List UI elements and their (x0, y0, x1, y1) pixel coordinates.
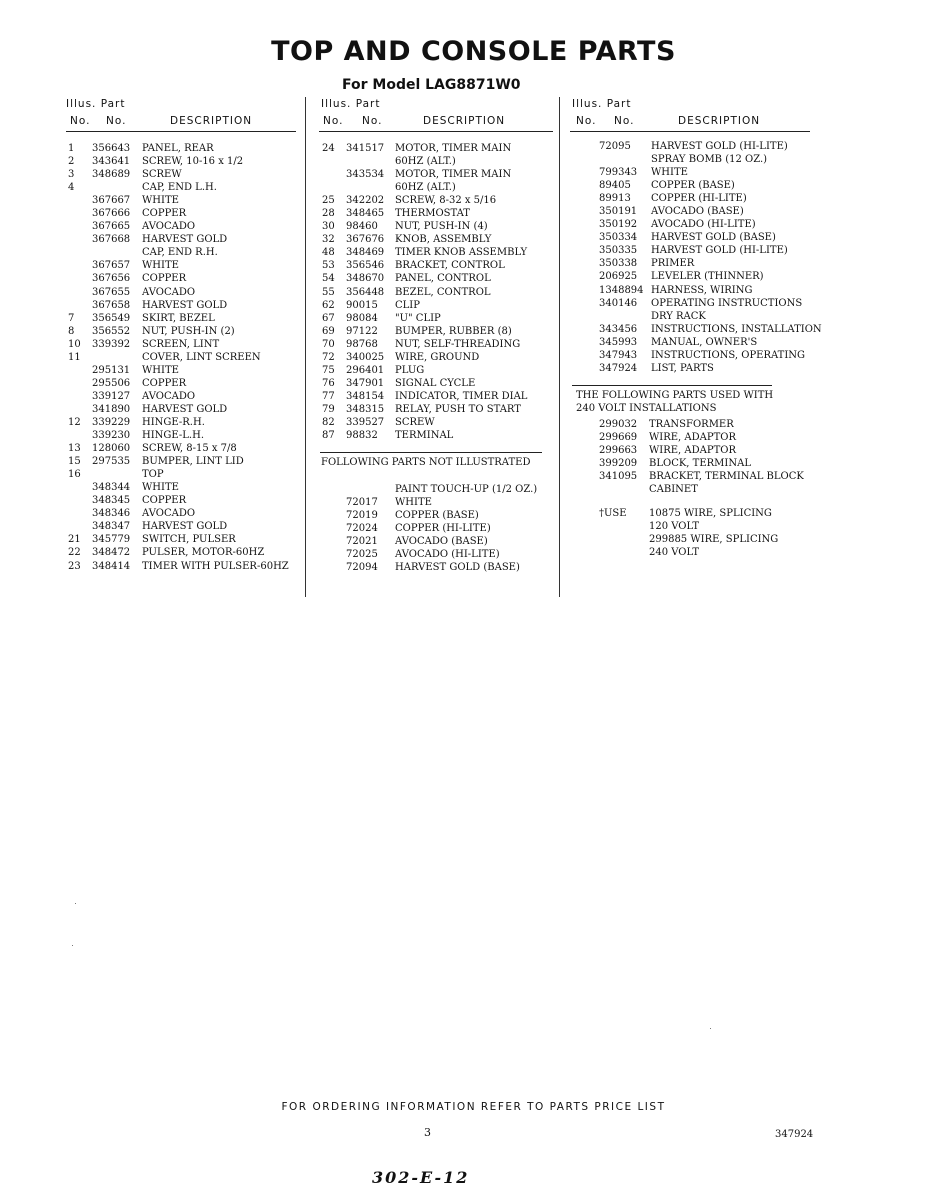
part-description: SIGNAL CYCLE (395, 377, 476, 389)
table-row (0, 390, 559, 403)
part-number: 367656 (92, 273, 131, 285)
part-number: 295506 (92, 377, 131, 389)
table-row (0, 336, 947, 349)
part-description: SCREW, 8-32 x 5/16 (395, 195, 497, 207)
part-description: COPPER (BASE) (395, 510, 479, 522)
part-number: 297535 (92, 456, 131, 468)
part-number: 348347 (92, 521, 131, 533)
part-description: CAP, END R.H. (142, 247, 218, 259)
table-row (0, 403, 559, 416)
part-description: HARVEST GOLD (HI-LITE) (651, 245, 788, 257)
illus-number: 11 (68, 351, 81, 363)
table-row (0, 297, 947, 310)
part-number: 348315 (346, 403, 385, 415)
part-description: AVOCADO (HI-LITE) (651, 219, 756, 231)
part-number: 347943 (599, 349, 638, 361)
illus-number: 23 (68, 560, 81, 572)
part-number: 348414 (92, 560, 131, 572)
illus-number: 77 (322, 390, 335, 402)
part-description: OPERATING INSTRUCTIONS (651, 297, 803, 309)
table-row (0, 507, 947, 520)
illus-number: 12 (68, 416, 81, 428)
part-number: 98832 (346, 430, 378, 442)
part-description: AVOCADO (142, 390, 196, 402)
part-number: 367667 (92, 195, 131, 207)
part-description: INDICATOR, TIMER DIAL (395, 390, 528, 402)
part-description: WHITE (142, 195, 179, 207)
part-number: 367655 (92, 286, 131, 298)
part-description: COPPER (HI-LITE) (651, 193, 747, 205)
part-number: †USE (599, 508, 627, 519)
illus-number: 21 (68, 534, 81, 546)
illus-number: 13 (68, 443, 81, 455)
part-number: 356552 (92, 325, 131, 337)
part-description: WHITE (142, 260, 179, 272)
part-number: 343456 (599, 323, 638, 335)
col1-header-description: DESCRIPTION (170, 115, 253, 127)
part-description: 120 VOLT (649, 521, 700, 533)
part-description: HARVEST GOLD (142, 521, 228, 533)
part-number: 72021 (346, 536, 378, 548)
part-number: 340146 (599, 297, 638, 309)
page-title: TOP AND CONSOLE PARTS (271, 36, 676, 67)
part-description: NUT, PUSH-IN (4) (395, 221, 488, 233)
part-description: 10875 WIRE, SPLICING (649, 508, 772, 519)
part-description: SCREW (142, 169, 182, 181)
illus-number: 32 (322, 234, 335, 246)
part-description: COPPER (BASE) (651, 180, 735, 192)
part-number: 295131 (92, 364, 131, 376)
illus-number: 22 (68, 547, 81, 559)
part-description: INSTRUCTIONS, OPERATING (651, 349, 806, 361)
part-number: 98084 (346, 312, 378, 324)
table-row (0, 533, 947, 546)
part-number: 348154 (346, 390, 385, 402)
part-description: COVER, LINT SCREEN (142, 351, 261, 363)
part-number: 348345 (92, 495, 131, 507)
illus-number: 72 (322, 351, 335, 363)
table-row (0, 470, 947, 483)
part-description: AVOCADO (HI-LITE) (395, 549, 500, 561)
illus-number: 54 (322, 273, 335, 285)
part-number: 341095 (599, 471, 638, 483)
part-description: HINGE-L.H. (142, 430, 204, 442)
part-number: 367665 (92, 221, 131, 233)
part-number: 348465 (346, 208, 385, 220)
col1-header-rule (66, 131, 296, 132)
illus-number: 2 (68, 156, 75, 168)
col1-header-no: No. (70, 115, 91, 127)
part-description: SPRAY BOMB (12 OZ.) (651, 154, 768, 166)
illus-number: 67 (322, 312, 335, 324)
table-row (0, 244, 947, 257)
part-description: LEVELER (THINNER) (651, 271, 764, 283)
part-description: 240 VOLT (649, 547, 700, 559)
part-number: 97122 (346, 325, 378, 337)
part-number: 89913 (599, 193, 631, 205)
col2-header-description: DESCRIPTION (423, 115, 506, 127)
part-description: SCREW, 8-15 x 7/8 (142, 443, 237, 455)
part-number: 348689 (92, 169, 131, 181)
part-description: TOP (142, 469, 164, 481)
col3-header-no: No. (576, 115, 597, 127)
part-description: TERMINAL (395, 430, 454, 442)
scan-speck (72, 945, 73, 946)
illus-number: 82 (322, 416, 335, 428)
part-description: WHITE (142, 364, 179, 376)
part-number: 72095 (599, 141, 631, 152)
document-number: 347924 (775, 1129, 814, 1140)
col3-header-rule (570, 131, 810, 132)
part-description: 60HZ (ALT.) (395, 156, 456, 168)
illus-number: 55 (322, 286, 335, 298)
part-number: 348472 (92, 547, 131, 559)
part-description: COPPER (142, 208, 187, 220)
illus-number: 3 (68, 169, 75, 181)
illus-number: 76 (322, 377, 335, 389)
col3-parts-list (0, 140, 947, 375)
part-description: BUMPER, LINT LID (142, 456, 244, 468)
part-number: 299032 (599, 419, 638, 430)
part-description: HARVEST GOLD (BASE) (395, 562, 520, 574)
part-description: SCREW, 10-16 x 1/2 (142, 156, 244, 168)
part-number: 350334 (599, 232, 638, 244)
part-description: MOTOR, TIMER MAIN (395, 143, 512, 154)
part-number: 367676 (346, 234, 385, 246)
part-number: 350335 (599, 245, 638, 257)
col2-not-illustrated-note: FOLLOWING PARTS NOT ILLUSTRATED (321, 457, 531, 468)
col2-header-rule (319, 131, 553, 132)
table-row (0, 520, 947, 533)
illus-number: 48 (322, 247, 335, 259)
illus-number: 79 (322, 403, 335, 415)
col3-240v-note-line2: 240 VOLT INSTALLATIONS (576, 403, 717, 414)
part-description: WHITE (395, 497, 432, 509)
table-row (0, 457, 947, 470)
part-description: HARVEST GOLD (BASE) (651, 232, 776, 244)
part-description: DRY RACK (651, 310, 706, 322)
part-number: 72025 (346, 549, 378, 561)
part-number: 339527 (346, 416, 385, 428)
part-number: 299663 (599, 445, 638, 457)
col2-header-part-no: No. (362, 115, 383, 127)
part-number: 299669 (599, 432, 638, 444)
part-number: 342202 (346, 195, 385, 207)
part-description: BRACKET, CONTROL (395, 260, 505, 272)
table-row (0, 218, 947, 231)
part-description: SCREEN, LINT (142, 338, 220, 350)
part-number: 367666 (92, 208, 131, 220)
part-number: 799343 (599, 167, 638, 179)
table-row (0, 231, 947, 244)
illus-number: 24 (322, 143, 335, 154)
illus-number: 8 (68, 325, 75, 337)
table-row (0, 310, 947, 323)
part-description: PANEL, REAR (142, 143, 214, 154)
part-number: 341517 (346, 143, 385, 154)
part-description: PLUG (395, 364, 425, 376)
table-row (0, 166, 947, 179)
part-number: 367658 (92, 299, 131, 311)
part-description: TRANSFORMER (649, 419, 734, 430)
table-row (0, 483, 947, 496)
col3-header-part-no: No. (614, 115, 635, 127)
part-description: PRIMER (651, 258, 695, 270)
col1-header-part-no: No. (106, 115, 127, 127)
table-row (0, 377, 559, 390)
part-number: 348469 (346, 247, 385, 259)
part-number: 72019 (346, 510, 378, 522)
part-number: 356546 (346, 260, 385, 272)
part-number: 98460 (346, 221, 378, 233)
part-description: SKIRT, BEZEL (142, 312, 215, 324)
illus-number: 15 (68, 456, 81, 468)
part-description: AVOCADO (BASE) (395, 536, 488, 548)
illus-number: 25 (322, 195, 335, 207)
col2-header-illus-part: Illus. Part (321, 98, 381, 110)
part-description: WHITE (142, 482, 179, 494)
part-description: COPPER (142, 495, 187, 507)
illus-number: 70 (322, 338, 335, 350)
model-subtitle: For Model LAG8871W0 (342, 77, 521, 93)
handwritten-note: 302-E-12 (372, 1168, 470, 1187)
part-description: AVOCADO (142, 221, 196, 233)
part-number: 350192 (599, 219, 638, 231)
part-description: RELAY, PUSH TO START (395, 403, 521, 415)
part-description: COPPER (142, 273, 187, 285)
col3-splicing-list (0, 507, 947, 559)
part-number: 72094 (346, 562, 378, 574)
part-description: HARVEST GOLD (142, 299, 228, 311)
part-number: 345779 (92, 534, 131, 546)
part-number: 206925 (599, 271, 638, 283)
part-number: 72017 (346, 497, 378, 509)
part-number: 89405 (599, 180, 631, 192)
part-number: 356549 (92, 312, 131, 324)
table-row (0, 205, 947, 218)
part-description: AVOCADO (BASE) (651, 206, 744, 218)
part-description: LIST, PARTS (651, 362, 714, 374)
part-description: BUMPER, RUBBER (8) (395, 325, 512, 337)
part-description: PAINT TOUCH-UP (1/2 OZ.) (395, 484, 538, 495)
illus-number: 1 (68, 143, 75, 154)
illus-number: 69 (322, 325, 335, 337)
part-description: HINGE-R.H. (142, 416, 205, 428)
part-description: KNOB, ASSEMBLY (395, 234, 492, 246)
illus-number: 87 (322, 430, 335, 442)
part-number: 340025 (346, 351, 385, 363)
col2-header-no: No. (323, 115, 344, 127)
part-description: WHITE (651, 167, 688, 179)
part-description: BLOCK, TERMINAL (649, 458, 751, 470)
table-row (0, 153, 947, 166)
table-row (0, 362, 947, 375)
illus-number: 16 (68, 469, 81, 481)
part-number: 72024 (346, 523, 378, 535)
part-description: CABINET (649, 484, 698, 496)
col3-240v-note-line1: THE FOLLOWING PARTS USED WITH (576, 390, 774, 401)
part-number: 339392 (92, 338, 131, 350)
part-number: 348344 (92, 482, 131, 494)
scan-speck (710, 1028, 711, 1029)
page-number: 3 (424, 1126, 431, 1139)
part-number: 343534 (346, 169, 385, 181)
part-description: SCREW (395, 416, 435, 428)
table-row (0, 349, 947, 362)
part-number: 367657 (92, 260, 131, 272)
part-description: HARVEST GOLD (142, 403, 228, 415)
part-description: WIRE, ADAPTOR (649, 432, 737, 444)
part-number: 347901 (346, 377, 385, 389)
part-description: AVOCADO (142, 286, 196, 298)
part-number: 339127 (92, 390, 131, 402)
col3-header-illus-part: Illus. Part (572, 98, 632, 110)
table-row (0, 192, 947, 205)
illus-number: 10 (68, 338, 81, 350)
part-description: MOTOR, TIMER MAIN (395, 169, 512, 181)
part-number: 339230 (92, 430, 131, 442)
part-description: COPPER (HI-LITE) (395, 523, 491, 535)
table-row (0, 546, 947, 559)
table-row (0, 270, 947, 283)
table-row (0, 284, 947, 297)
illus-number: 7 (68, 312, 75, 324)
table-row (0, 140, 947, 153)
part-description: PANEL, CONTROL (395, 273, 491, 285)
illus-number: 75 (322, 364, 335, 376)
part-description: AVOCADO (142, 508, 196, 520)
col1-header-illus-part: Illus. Part (66, 98, 126, 110)
part-number: 348670 (346, 273, 385, 285)
part-description: "U" CLIP (395, 312, 441, 324)
part-number: 356448 (346, 286, 385, 298)
part-number: 128060 (92, 443, 131, 455)
part-description: SWITCH, PULSER (142, 534, 236, 546)
part-description: HARVEST GOLD (HI-LITE) (651, 141, 788, 152)
illus-number: 30 (322, 221, 335, 233)
col3-header-description: DESCRIPTION (678, 115, 761, 127)
part-number: 350338 (599, 258, 638, 270)
part-description: WIRE, ADAPTOR (649, 445, 737, 457)
part-description: MANUAL, OWNER'S (651, 336, 758, 348)
part-description: HARVEST GOLD (142, 234, 228, 246)
part-number: 347924 (599, 362, 638, 374)
part-number: 1348894 (599, 284, 644, 296)
part-number: 350191 (599, 206, 638, 218)
part-description: THERMOSTAT (395, 208, 470, 220)
part-number: 356643 (92, 143, 131, 154)
table-row (0, 257, 947, 270)
col3-note-rule (572, 385, 772, 386)
part-description: CAP, END L.H. (142, 182, 217, 194)
part-description: WIRE, GROUND (395, 351, 480, 363)
part-description: 299885 WIRE, SPLICING (649, 534, 779, 546)
part-description: TIMER KNOB ASSEMBLY (395, 247, 528, 259)
part-description: CLIP (395, 299, 420, 311)
part-number: 348346 (92, 508, 131, 520)
part-description: BRACKET, TERMINAL BLOCK (649, 471, 804, 483)
illus-number: 53 (322, 260, 335, 272)
part-number: 345993 (599, 336, 638, 348)
part-number: 343641 (92, 156, 131, 168)
table-row (0, 561, 559, 574)
part-description: COPPER (142, 377, 187, 389)
part-description: INSTRUCTIONS, INSTALLATION (651, 323, 822, 335)
part-description: HARNESS, WIRING (651, 284, 753, 296)
part-number: 367668 (92, 234, 131, 246)
part-number: 341890 (92, 403, 131, 415)
illus-number: 4 (68, 182, 75, 194)
scan-speck (75, 903, 76, 904)
part-number: 339229 (92, 416, 131, 428)
illus-number: 62 (322, 299, 335, 311)
table-row (0, 418, 947, 431)
part-number: 98768 (346, 338, 378, 350)
part-description: 60HZ (ALT.) (395, 182, 456, 194)
part-description: TIMER WITH PULSER-60HZ (142, 560, 289, 572)
part-number: 296401 (346, 364, 385, 376)
part-description: PULSER, MOTOR-60HZ (142, 547, 265, 559)
part-description: NUT, SELF-THREADING (395, 338, 521, 350)
table-row (0, 431, 947, 444)
ordering-info-footer: FOR ORDERING INFORMATION REFER TO PARTS PRICE LIST (281, 1101, 666, 1113)
part-number: 90015 (346, 299, 378, 311)
col3-240v-list (0, 418, 947, 496)
table-row (0, 179, 947, 192)
table-row (0, 444, 947, 457)
illus-number: 28 (322, 208, 335, 220)
part-description: NUT, PUSH-IN (2) (142, 325, 235, 337)
part-number: 399209 (599, 458, 638, 470)
part-description: BEZEL, CONTROL (395, 286, 491, 298)
table-row (0, 323, 947, 336)
